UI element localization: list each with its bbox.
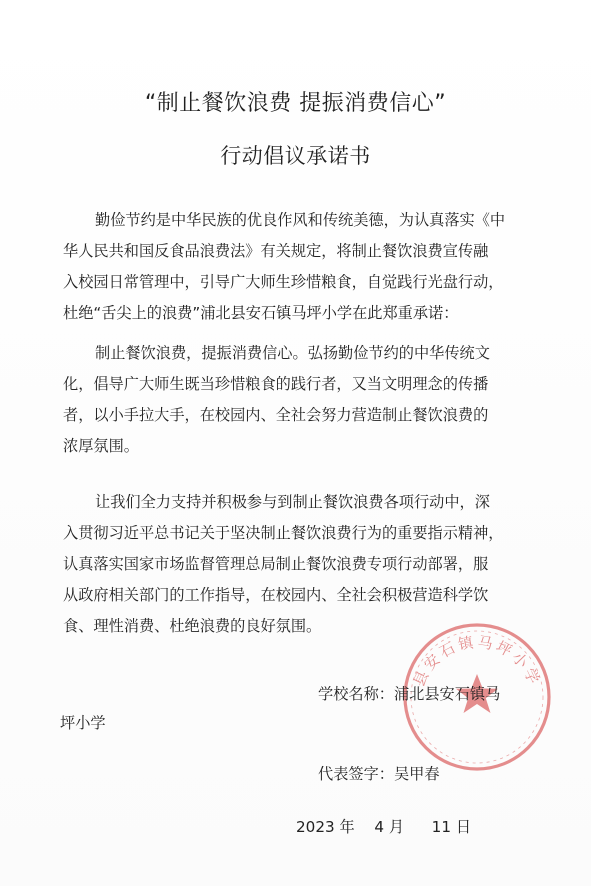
- date-day: 11: [431, 818, 451, 836]
- date-day-unit: 日: [455, 818, 472, 836]
- paragraph-line: 杜绝“舌尖上的浪费”浦北县安石镇马坪小学在此郑重承诺：: [63, 304, 459, 322]
- paragraph-line: 食、理性消费、杜绝浪费的良好氛围。: [63, 617, 322, 635]
- paragraph-line: 者，以小手拉大手，在校园内、全社会努力营造制止餐饮浪费的: [63, 406, 489, 424]
- paragraph-intro: [63, 205, 528, 329]
- paragraph-line: 华人民共和国反食品浪费法》有关规定，将制止餐饮浪费宣传融: [63, 242, 489, 260]
- paragraph-line: 勤俭节约是中华民族的优良作风和传统美德，为认真落实《中: [95, 211, 506, 229]
- paragraph-line: 制止餐饮浪费，提振消费信心。弘扬勤俭节约的中华传统文: [95, 344, 490, 362]
- school-name-continuation: 坪小学: [60, 714, 106, 732]
- paragraph-line: 入校园日常管理中，引导广大师生珍惜粮食，自觉践行光盘行动，: [63, 273, 504, 291]
- paragraph-line: 认真落实国家市场监督管理总局制止餐饮浪费专项行动部署，服: [63, 555, 489, 573]
- paragraph-line: 浓厚氛围。: [63, 437, 139, 455]
- document-title: “制止餐饮浪费 提振消费信心”: [144, 91, 447, 116]
- date-month-unit: 月: [388, 818, 405, 836]
- date-month: 4: [374, 818, 384, 836]
- school-name-label: 学校名称：浦北县安石镇马: [318, 685, 501, 703]
- paragraph-line: 从政府相关部门的工作指导，在校园内、全社会积极营造科学饮: [63, 586, 489, 604]
- signing-date: [296, 816, 471, 838]
- paragraph-line: 让我们全力支持并积极参与到制止餐饮浪费各项行动中，深: [95, 493, 490, 511]
- paragraph-commitment: [63, 338, 528, 462]
- paragraph-line: 入贯彻习近平总书记关于坚决制止餐饮浪费行为的重要指示精神，: [63, 524, 504, 542]
- date-year: 2023: [296, 818, 335, 836]
- seal-text: 县安石镇马坪小学: [409, 632, 545, 690]
- representative-signature-label: 代表签字：吴甲春: [318, 765, 440, 783]
- document-subtitle: 行动倡议承诺书: [220, 144, 371, 168]
- paragraph-line: 化，倡导广大师生既当珍惜粮食的践行者，又当文明理念的传播: [63, 375, 489, 393]
- date-year-unit: 年: [339, 818, 355, 836]
